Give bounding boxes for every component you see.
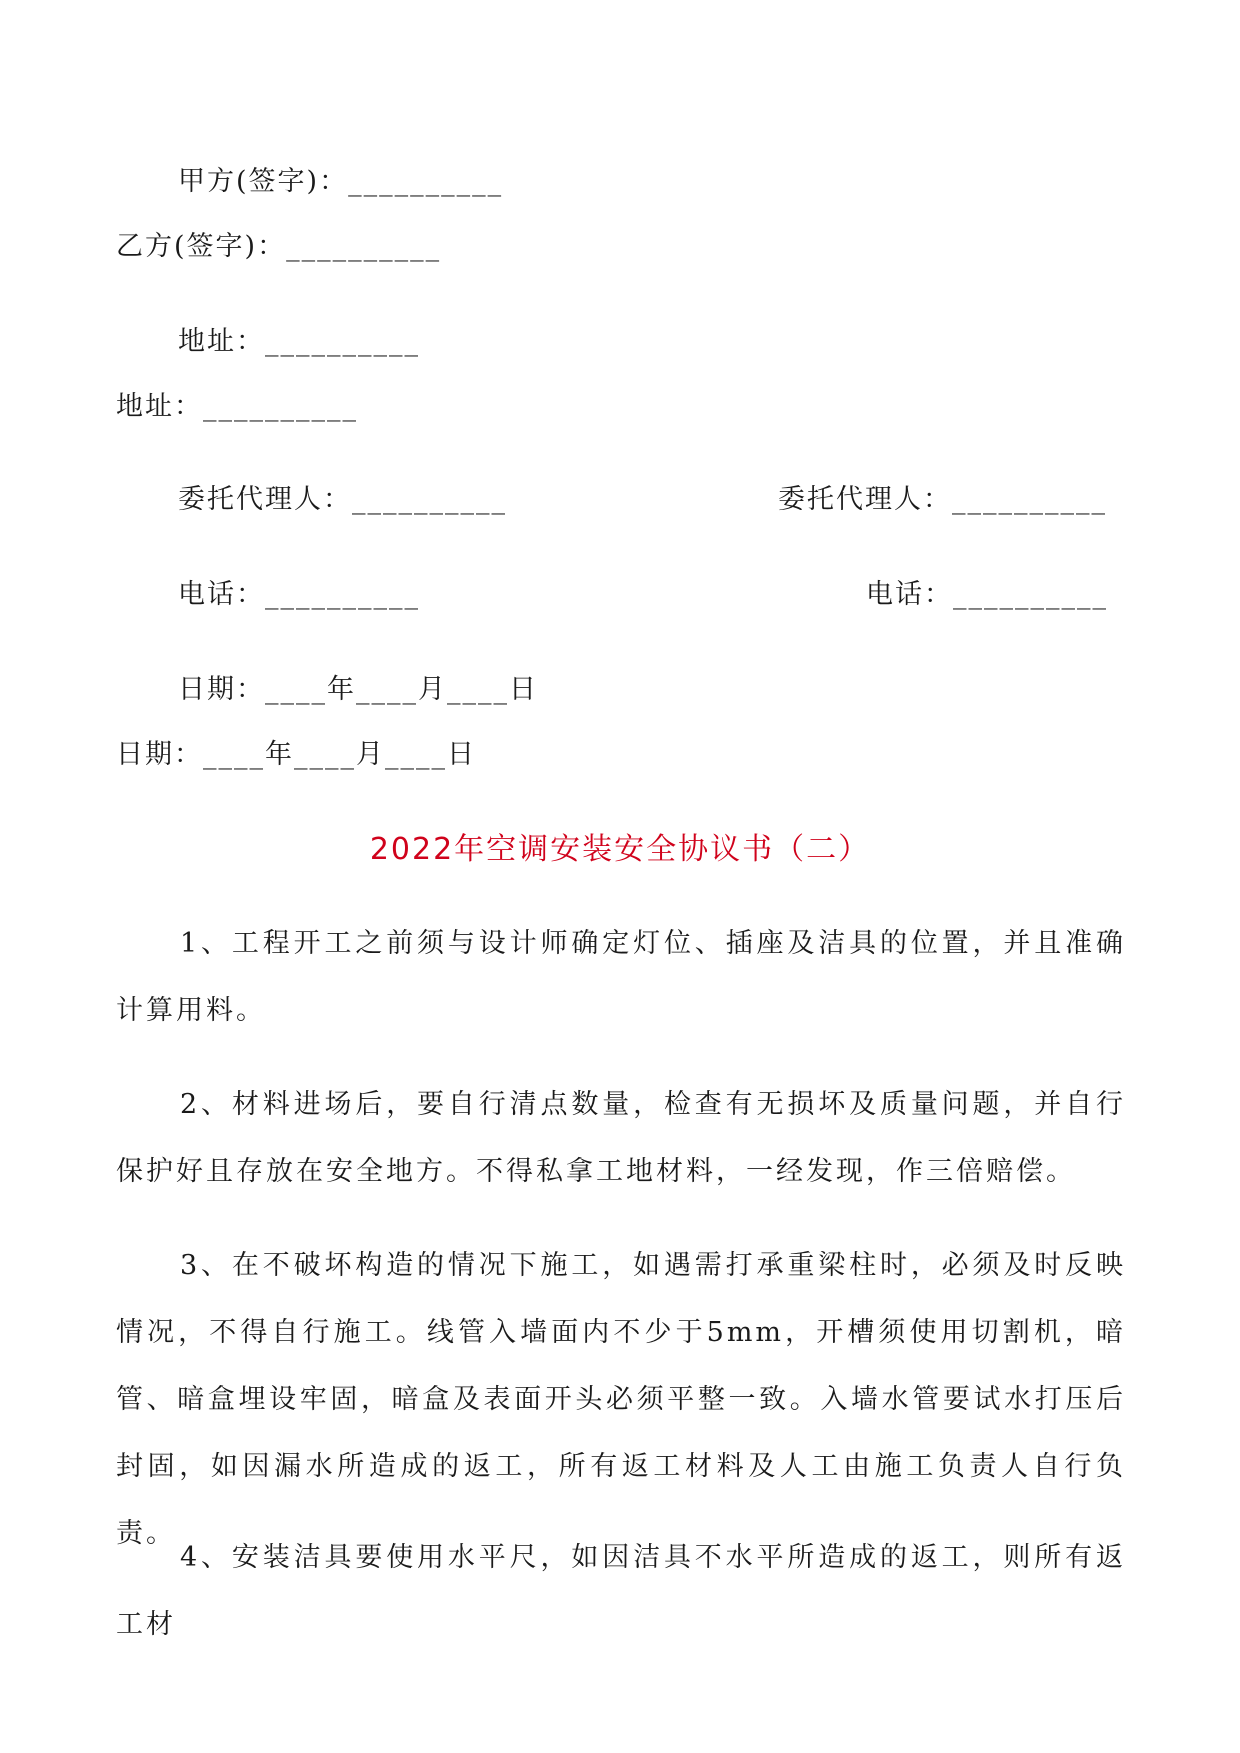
clause-3: 3、在不破坏构造的情况下施工，如遇需打承重梁柱时，必须及时反映情况，不得自行施工。线管入墙面内不少于5mm，开槽须使用切割机，暗管、暗盒埋设牢固，暗盒及表面开头必须平整一致。入墙水管要试水打压后封固，如因漏水所造成的返工，所有返工材料及人工由施工负责人自行负责。 <box>116 1250 1126 1549</box>
party-b-signature-line: 乙方(签字)：__________ <box>116 231 442 262</box>
party-a-date-line: 日期：____年____月____日 <box>178 674 538 705</box>
clause-2: 2、材料进场后，要自行清点数量，检查有无损坏及质量问题，并自行保护好且存放在安全地方。不得私拿工地材料，一经发现，作三倍赔偿。 <box>116 1089 1126 1187</box>
party-b-agent-line: 委托代理人：__________ <box>778 484 1107 515</box>
party-b-date-line: 日期：____年____月____日 <box>116 739 476 770</box>
party-a-signature-line: 甲方(签字)：__________ <box>178 166 504 197</box>
clause-4: 4、安装洁具要使用水平尺，如因洁具不水平所造成的返工，则所有返工材 <box>116 1542 1126 1640</box>
party-a-phone-line: 电话：__________ <box>178 579 420 610</box>
party-b-phone-line: 电话：__________ <box>866 579 1108 610</box>
party-a-agent-line: 委托代理人：__________ <box>178 484 507 515</box>
party-a-address-line: 地址：__________ <box>178 326 420 357</box>
clause-1: 1、工程开工之前须与设计师确定灯位、插座及洁具的位置，并且准确计算用料。 <box>116 928 1126 1026</box>
party-b-address-line: 地址：__________ <box>116 391 358 422</box>
document-title: 2022年空调安装安全协议书（二） <box>369 832 871 867</box>
